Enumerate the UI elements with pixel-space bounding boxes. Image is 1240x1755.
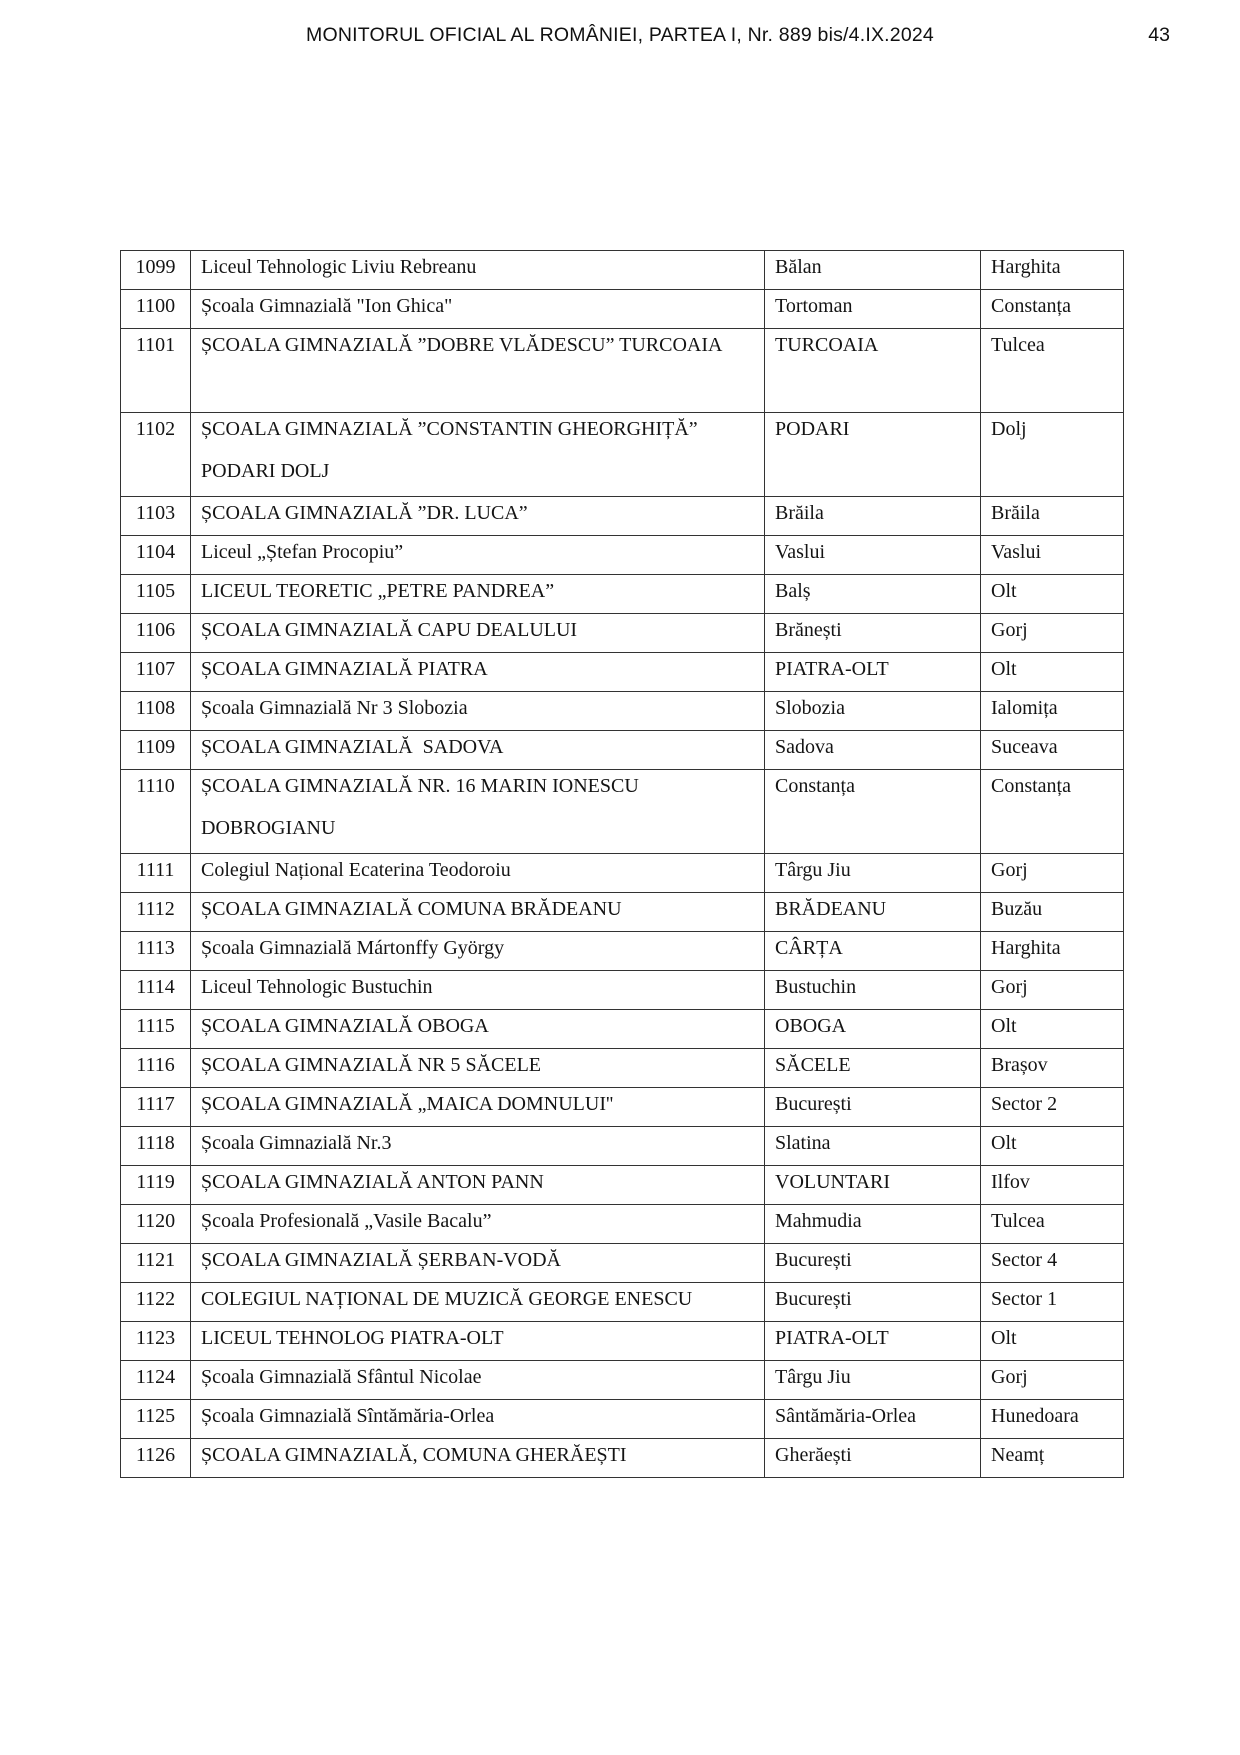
row-number: 1105 [121, 575, 191, 614]
table-row [121, 329, 1124, 413]
table-row [121, 971, 1124, 1010]
table-row [121, 1010, 1124, 1049]
row-number: 1114 [121, 971, 191, 1010]
locality: SĂCELE [765, 1049, 981, 1088]
school-name: Școala Gimnazială Nr 3 Slobozia [191, 692, 765, 731]
locality: PIATRA-OLT [765, 653, 981, 692]
row-number: 1101 [121, 329, 191, 413]
table-row [121, 1049, 1124, 1088]
page-number: 43 [1148, 24, 1170, 46]
row-number: 1123 [121, 1322, 191, 1361]
locality: Constanța [765, 770, 981, 854]
school-name: ȘCOALA GIMNAZIALĂ ”DR. LUCA” [191, 497, 765, 536]
county: Tulcea [981, 329, 1124, 413]
county: Harghita [981, 932, 1124, 971]
school-name: Liceul „Ștefan Procopiu” [191, 536, 765, 575]
school-name: Colegiul Național Ecaterina Teodoroiu [191, 854, 765, 893]
row-number: 1104 [121, 536, 191, 575]
locality: Sadova [765, 731, 981, 770]
school-name: ȘCOALA GIMNAZIALĂ ”DOBRE VLĂDESCU” TURCOAIA [191, 329, 765, 413]
locality: Brănești [765, 614, 981, 653]
county: Constanța [981, 290, 1124, 329]
row-number: 1108 [121, 692, 191, 731]
row-number: 1124 [121, 1361, 191, 1400]
locality: PIATRA-OLT [765, 1322, 981, 1361]
school-name: Școala Gimnazială Mártonffy György [191, 932, 765, 971]
table-row [121, 1244, 1124, 1283]
locality: Vaslui [765, 536, 981, 575]
school-name: Școala Profesională „Vasile Bacalu” [191, 1205, 765, 1244]
locality: Sântămăria-Orlea [765, 1400, 981, 1439]
county: Constanța [981, 770, 1124, 854]
page-header [0, 22, 1240, 52]
school-name: ȘCOALA GIMNAZIALĂ ȘERBAN-VODĂ [191, 1244, 765, 1283]
row-number: 1100 [121, 290, 191, 329]
school-name: ȘCOALA GIMNAZIALĂ COMUNA BRĂDEANU [191, 893, 765, 932]
table-row [121, 1205, 1124, 1244]
school-name: Liceul Tehnologic Bustuchin [191, 971, 765, 1010]
county: Gorj [981, 614, 1124, 653]
county: Olt [981, 575, 1124, 614]
school-name: ȘCOALA GIMNAZIALĂ CAPU DEALULUI [191, 614, 765, 653]
locality: Bustuchin [765, 971, 981, 1010]
table-row [121, 413, 1124, 497]
table-row [121, 497, 1124, 536]
county: Hunedoara [981, 1400, 1124, 1439]
county: Ialomița [981, 692, 1124, 731]
school-name: ȘCOALA GIMNAZIALĂ NR. 16 MARIN IONESCU DOBROGIANU [191, 770, 765, 854]
county: Neamț [981, 1439, 1124, 1478]
school-name: Școala Gimnazială Sîntămăria-Orlea [191, 1400, 765, 1439]
table-row [121, 692, 1124, 731]
county: Gorj [981, 854, 1124, 893]
county: Olt [981, 653, 1124, 692]
row-number: 1122 [121, 1283, 191, 1322]
locality: București [765, 1088, 981, 1127]
school-name: Școala Gimnazială Nr.3 [191, 1127, 765, 1166]
county: Sector 2 [981, 1088, 1124, 1127]
row-number: 1125 [121, 1400, 191, 1439]
county: Gorj [981, 971, 1124, 1010]
county: Gorj [981, 1361, 1124, 1400]
county: Dolj [981, 413, 1124, 497]
row-number: 1119 [121, 1166, 191, 1205]
school-name: LICEUL TEHNOLOG PIATRA-OLT [191, 1322, 765, 1361]
locality: Tortoman [765, 290, 981, 329]
locality: VOLUNTARI [765, 1166, 981, 1205]
row-number: 1107 [121, 653, 191, 692]
table-row [121, 1439, 1124, 1478]
locality: CÂRȚA [765, 932, 981, 971]
county: Buzău [981, 893, 1124, 932]
locality: București [765, 1244, 981, 1283]
row-number: 1113 [121, 932, 191, 971]
school-name: ȘCOALA GIMNAZIALĂ OBOGA [191, 1010, 765, 1049]
row-number: 1115 [121, 1010, 191, 1049]
row-number: 1106 [121, 614, 191, 653]
locality: TURCOAIA [765, 329, 981, 413]
row-number: 1116 [121, 1049, 191, 1088]
school-name: COLEGIUL NAȚIONAL DE MUZICĂ GEORGE ENESCU [191, 1283, 765, 1322]
table-row [121, 1166, 1124, 1205]
locality: Gherăești [765, 1439, 981, 1478]
school-name: Liceul Tehnologic Liviu Rebreanu [191, 251, 765, 290]
schools-table [120, 250, 1124, 1478]
row-number: 1117 [121, 1088, 191, 1127]
locality: BRĂDEANU [765, 893, 981, 932]
schools-table-body [121, 251, 1124, 1478]
county: Brăila [981, 497, 1124, 536]
locality: Brăila [765, 497, 981, 536]
county: Sector 4 [981, 1244, 1124, 1283]
school-name: Școala Gimnazială Sfântul Nicolae [191, 1361, 765, 1400]
school-name: ȘCOALA GIMNAZIALĂ NR 5 SĂCELE [191, 1049, 765, 1088]
row-number: 1121 [121, 1244, 191, 1283]
row-number: 1103 [121, 497, 191, 536]
table-row [121, 536, 1124, 575]
county: Ilfov [981, 1166, 1124, 1205]
county: Olt [981, 1127, 1124, 1166]
school-name: LICEUL TEORETIC „PETRE PANDREA” [191, 575, 765, 614]
row-number: 1109 [121, 731, 191, 770]
row-number: 1110 [121, 770, 191, 854]
county: Harghita [981, 251, 1124, 290]
county: Brașov [981, 1049, 1124, 1088]
locality: București [765, 1283, 981, 1322]
locality: Târgu Jiu [765, 1361, 981, 1400]
table-row [121, 251, 1124, 290]
row-number: 1099 [121, 251, 191, 290]
county: Tulcea [981, 1205, 1124, 1244]
row-number: 1126 [121, 1439, 191, 1478]
table-row [121, 575, 1124, 614]
table-row [121, 893, 1124, 932]
school-name: ȘCOALA GIMNAZIALĂ PIATRA [191, 653, 765, 692]
table-row [121, 653, 1124, 692]
table-row [121, 932, 1124, 971]
locality: Balș [765, 575, 981, 614]
table-row [121, 1088, 1124, 1127]
publication-title: MONITORUL OFICIAL AL ROMÂNIEI, PARTEA I, Nr. 889 bis/4.IX.2024 [306, 24, 934, 46]
county: Suceava [981, 731, 1124, 770]
school-name: ȘCOALA GIMNAZIALĂ, COMUNA GHERĂEȘTI [191, 1439, 765, 1478]
county: Sector 1 [981, 1283, 1124, 1322]
table-row [121, 614, 1124, 653]
table-row [121, 854, 1124, 893]
table-row [121, 1283, 1124, 1322]
locality: Târgu Jiu [765, 854, 981, 893]
table-row [121, 290, 1124, 329]
county: Vaslui [981, 536, 1124, 575]
row-number: 1111 [121, 854, 191, 893]
table-row [121, 1127, 1124, 1166]
locality: Bălan [765, 251, 981, 290]
county: Olt [981, 1322, 1124, 1361]
table-row [121, 1400, 1124, 1439]
row-number: 1102 [121, 413, 191, 497]
locality: Slatina [765, 1127, 981, 1166]
locality: OBOGA [765, 1010, 981, 1049]
school-name: ȘCOALA GIMNAZIALĂ SADOVA [191, 731, 765, 770]
table-row [121, 731, 1124, 770]
school-name: Școala Gimnazială "Ion Ghica" [191, 290, 765, 329]
school-name: ȘCOALA GIMNAZIALĂ ANTON PANN [191, 1166, 765, 1205]
county: Olt [981, 1010, 1124, 1049]
row-number: 1118 [121, 1127, 191, 1166]
table-row [121, 1361, 1124, 1400]
table-row [121, 1322, 1124, 1361]
school-name: ȘCOALA GIMNAZIALĂ ”CONSTANTIN GHEORGHIȚĂ” PODARI DOLJ [191, 413, 765, 497]
locality: Mahmudia [765, 1205, 981, 1244]
locality: Slobozia [765, 692, 981, 731]
table-row [121, 770, 1124, 854]
school-name: ȘCOALA GIMNAZIALĂ „MAICA DOMNULUI'' [191, 1088, 765, 1127]
locality: PODARI [765, 413, 981, 497]
row-number: 1112 [121, 893, 191, 932]
row-number: 1120 [121, 1205, 191, 1244]
